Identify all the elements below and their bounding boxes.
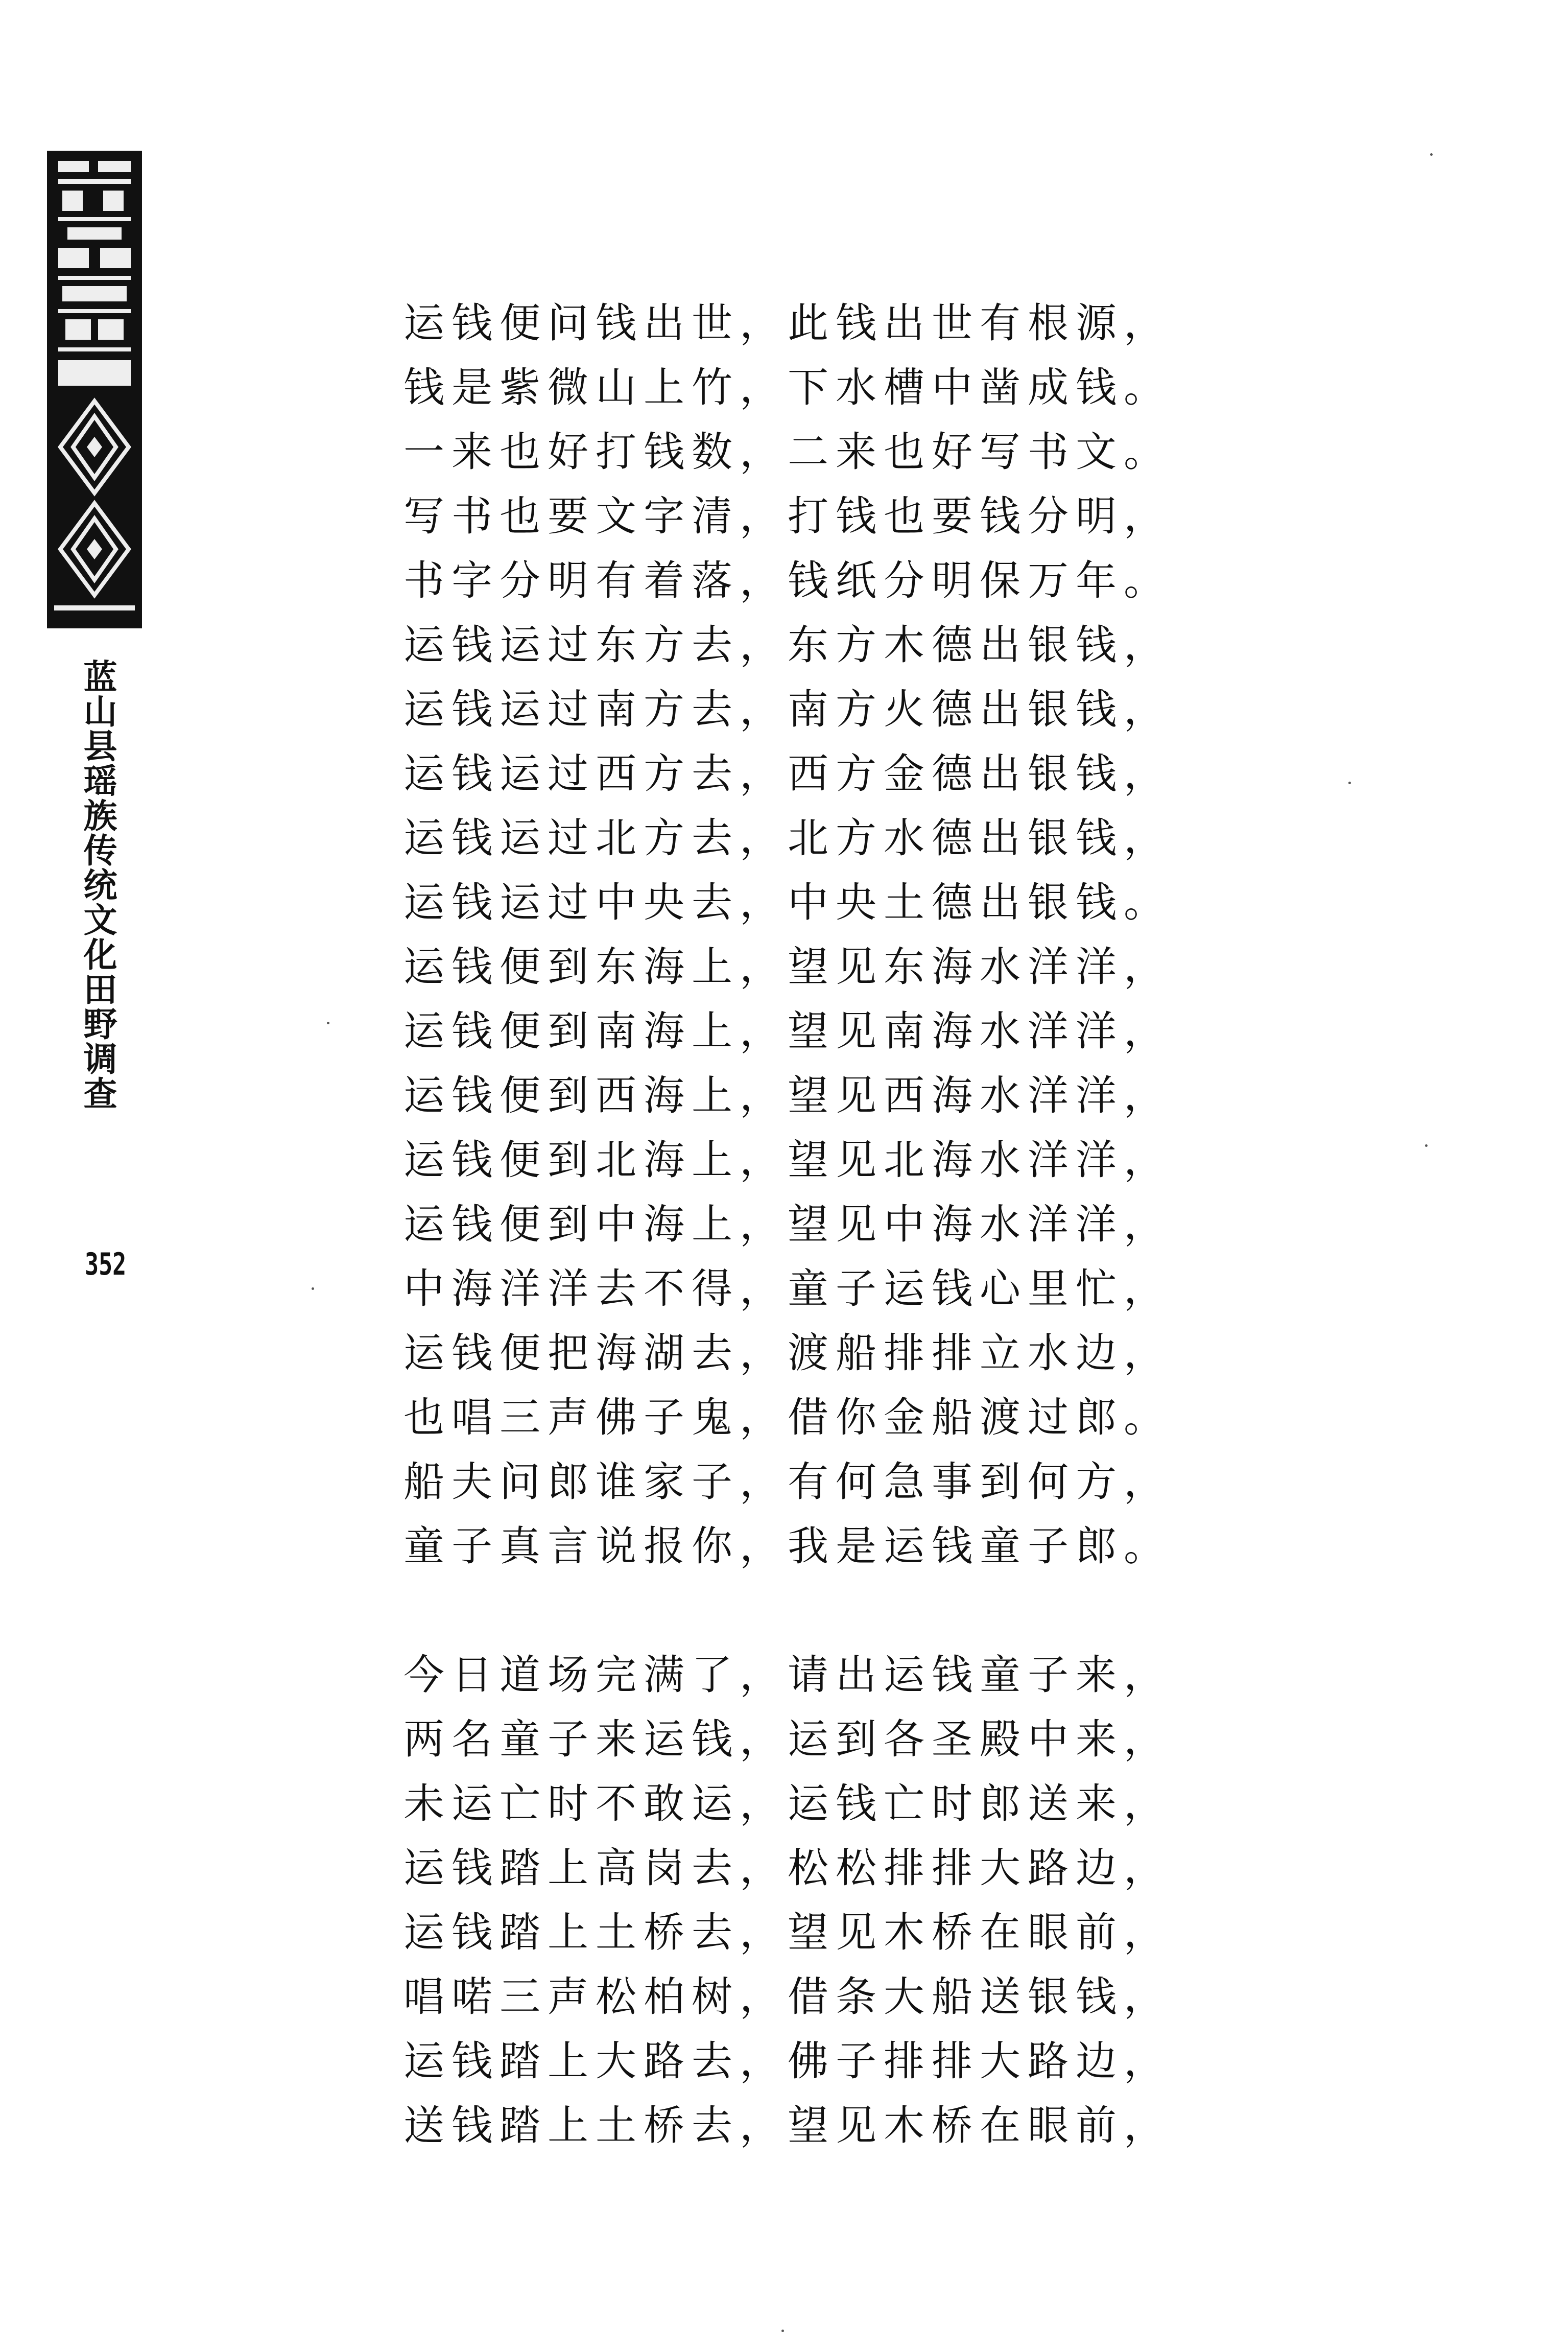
- poem-line: 运钱便到中海上，望见中海水洋洋，: [403, 1201, 1172, 1248]
- poem-line: 书字分明有着落，钱纸分明保万年。: [403, 557, 1172, 604]
- poem-line: 运钱便到南海上，望见南海水洋洋，: [403, 1007, 1172, 1055]
- poem-line: 送钱踏上土桥去，望见木桥在眼前，: [403, 2102, 1172, 2149]
- poem-line: 运钱便把海湖去，渡船排排立水边，: [403, 1329, 1172, 1377]
- poem-line: 运钱便到北海上，望见北海水洋洋，: [403, 1136, 1172, 1184]
- margin-ornament: [47, 151, 142, 628]
- poem-line: 运钱便到东海上，望见东海水洋洋，: [403, 943, 1172, 991]
- poem-line: 两名童子来运钱，运到各圣殿中来，: [403, 1716, 1172, 1763]
- running-title: 蓝山县瑶族传统文化田野调查: [78, 659, 117, 1111]
- poem-line: 运钱踏上高岗去，松松排排大路边，: [403, 1844, 1172, 1892]
- poem-line: 运钱运过南方去，南方火德出银钱，: [403, 686, 1172, 733]
- stanza-1: [403, 291, 1172, 1579]
- poem-line: 船夫问郎谁家子，有何急事到何方，: [403, 1458, 1172, 1506]
- poem-line: 今日道场完满了，请出运钱童子来，: [403, 1651, 1172, 1699]
- poem-line: 未运亡时不敢运，运钱亡时郎送来，: [403, 1780, 1172, 1827]
- page-number: 352: [85, 1247, 127, 1282]
- poem-body: [403, 291, 1172, 2158]
- poem-line: 也唱三声佛子鬼，借你金船渡过郎。: [403, 1394, 1172, 1441]
- poem-line: 运钱踏上大路去，佛子排排大路边，: [403, 2037, 1172, 2085]
- poem-line: 童子真言说报你，我是运钱童子郎。: [403, 1522, 1172, 1570]
- poem-line: 写书也要文字清，打钱也要钱分明，: [403, 492, 1172, 540]
- stanza-2: [403, 1643, 1172, 2158]
- poem-line: 钱是紫微山上竹，下水槽中凿成钱。: [403, 364, 1172, 411]
- poem-line: 中海洋洋去不得，童子运钱心里忙，: [403, 1265, 1172, 1312]
- poem-line: 一来也好打钱数，二来也好写书文。: [403, 428, 1172, 476]
- poem-line: 运钱运过中央去，中央土德出银钱。: [403, 879, 1172, 926]
- poem-line: 运钱运过西方去，西方金德出银钱，: [403, 750, 1172, 797]
- poem-line: 运钱便问钱出世，此钱出世有根源，: [403, 299, 1172, 347]
- poem-line: 运钱便到西海上，望见西海水洋洋，: [403, 1072, 1172, 1119]
- poem-line: 唱喏三声松柏树，借条大船送银钱，: [403, 1973, 1172, 2020]
- poem-line: 运钱踏上土桥去，望见木桥在眼前，: [403, 1909, 1172, 1956]
- poem-line: 运钱运过东方去，东方木德出银钱，: [403, 621, 1172, 669]
- poem-line: 运钱运过北方去，北方水德出银钱，: [403, 814, 1172, 862]
